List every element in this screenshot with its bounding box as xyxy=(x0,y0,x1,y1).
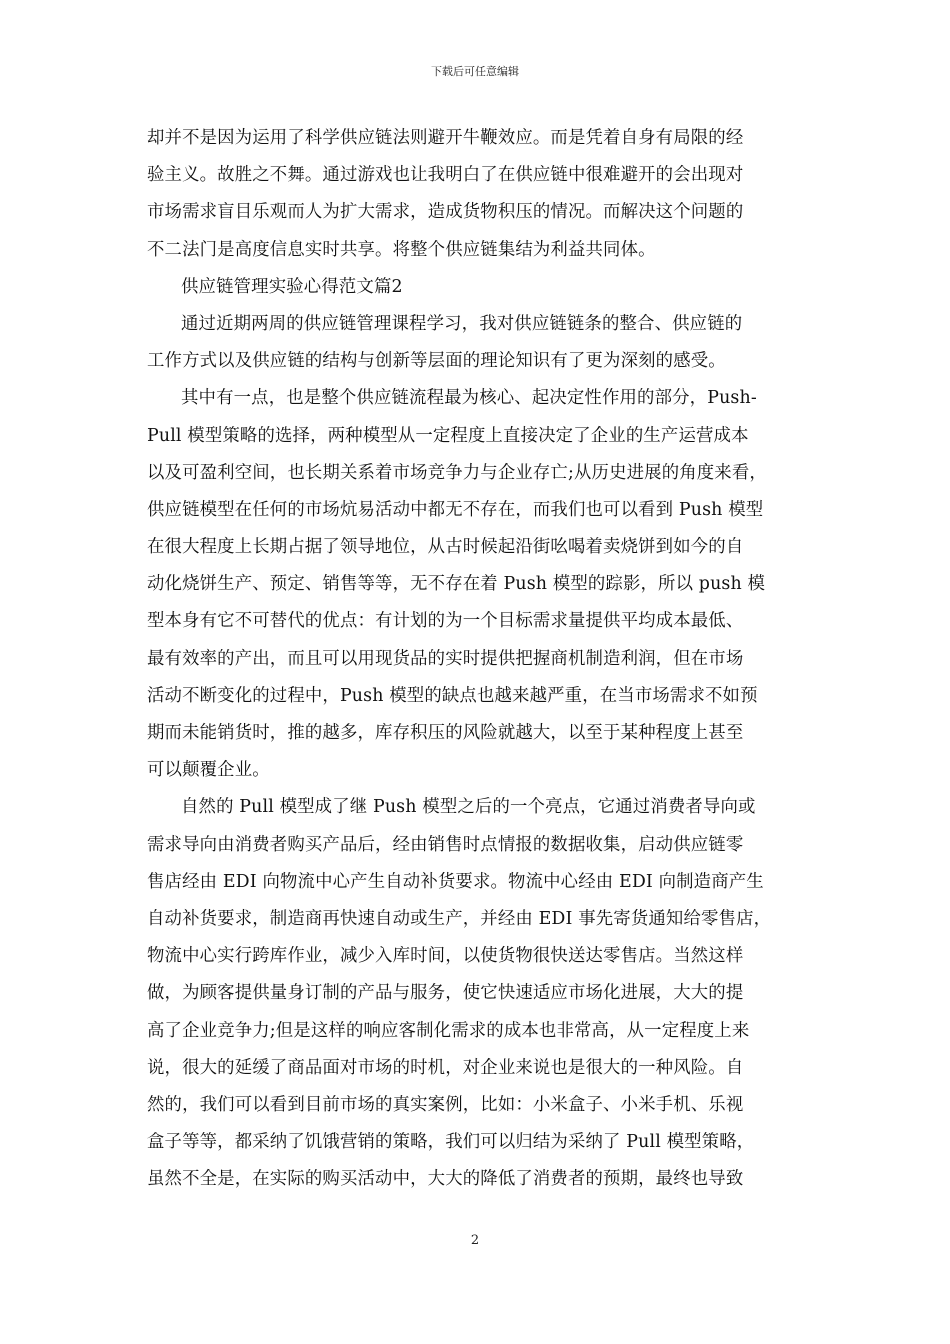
text-line: 活动不断变化的过程中，Push 模型的缺点也越来越严重，在当市场需求不如预 xyxy=(147,685,758,706)
text-line: 盒子等等，都采纳了饥饿营销的策略，我们可以归结为采纳了 Pull 模型策略， xyxy=(147,1132,755,1153)
page-header: 下载后可任意编辑 xyxy=(431,65,519,78)
text-line: 通过近期两周的供应链管理课程学习，我对供应链链条的整合、供应链的 xyxy=(181,313,743,334)
text-line: 工作方式以及供应链的结构与创新等层面的理论知识有了更为深刻的感受。 xyxy=(147,351,726,372)
body-text xyxy=(147,120,807,1198)
page-number: 2 xyxy=(470,1233,480,1248)
text-line: 不二法门是高度信息实时共享。将整个供应链集结为利益共同体。 xyxy=(147,239,656,260)
section-heading: 供应链管理实验心得范文篇2 xyxy=(181,276,403,297)
text-line: 供应链模型在任何的市场炕易活动中都无不存在，而我们也可以看到 Push 模型 xyxy=(147,499,764,520)
text-line: 以及可盈利空间，也长期关系着市场竞争力与企业存亡;从历史进展的角度来看， xyxy=(147,462,767,483)
text-line: 说，很大的延缓了商品面对市场的时机，对企业来说也是很大的一种风险。自 xyxy=(147,1057,744,1078)
text-line: 需求导向由消费者购买产品后，经由销售时点情报的数据收集，启动供应链零 xyxy=(147,834,744,855)
text-line: 虽然不全是，在实际的购买活动中，大大的降低了消费者的预期，最终也导致 xyxy=(147,1169,744,1190)
text-line: 做，为顾客提供量身订制的产品与服务，使它快速适应市场化进展，大大的提 xyxy=(147,983,744,1004)
text-line: 动化烧饼生产、预定、销售等等，无不存在着 Push 模型的踪影，所以 push 模 xyxy=(147,574,766,595)
text-line: 自动补货要求，制造商再快速自动或生产，并经由 EDI 事先寄货通知给零售店， xyxy=(147,908,772,929)
text-line: 其中有一点，也是整个供应链流程最为核心、起决定性作用的部分，Push- xyxy=(181,388,757,409)
text-line: Pull 模型策略的选择，两种模型从一定程度上直接决定了企业的生产运营成本 xyxy=(147,425,749,446)
text-line: 市场需求盲目乐观而人为扩大需求，造成货物积压的情况。而解决这个问题的 xyxy=(147,202,744,223)
text-line: 型本身有它不可替代的优点：有计划的为一个目标需求量提供平均成本最低、 xyxy=(147,611,744,632)
text-line: 然的，我们可以看到目前市场的真实案例，比如：小米盒子、小米手机、乐视 xyxy=(147,1094,744,1115)
text-line: 验主义。故胜之不舞。通过游戏也让我明白了在供应链中很难避开的会出现对 xyxy=(147,165,744,186)
text-line: 高了企业竞争力;但是这样的响应客制化需求的成本也非常高，从一定程度上来 xyxy=(147,1020,750,1041)
text-line: 可以颠覆企业。 xyxy=(147,760,270,781)
text-line: 售店经由 EDI 向物流中心产生自动补货要求。物流中心经由 EDI 向制造商产生 xyxy=(147,871,764,892)
text-line: 却并不是因为运用了科学供应链法则避开牛鞭效应。而是凭着自身有局限的经 xyxy=(147,128,744,148)
text-line: 在很大程度上长期占据了领导地位，从古时候起沿街吆喝着卖烧饼到如今的自 xyxy=(147,537,744,558)
text-line: 自然的 Pull 模型成了继 Push 模型之后的一个亮点，它通过消费者导向或 xyxy=(181,797,756,818)
text-line: 期而未能销货时，推的越多，库存积压的风险就越大，以至于某种程度上甚至 xyxy=(147,723,744,743)
text-line: 最有效率的产出，而且可以用现货品的实时提供把握商机制造利润，但在市场 xyxy=(147,648,744,669)
text-line: 物流中心实行跨库作业，减少入库时间，以使货物很快送达零售店。当然这样 xyxy=(147,946,744,967)
